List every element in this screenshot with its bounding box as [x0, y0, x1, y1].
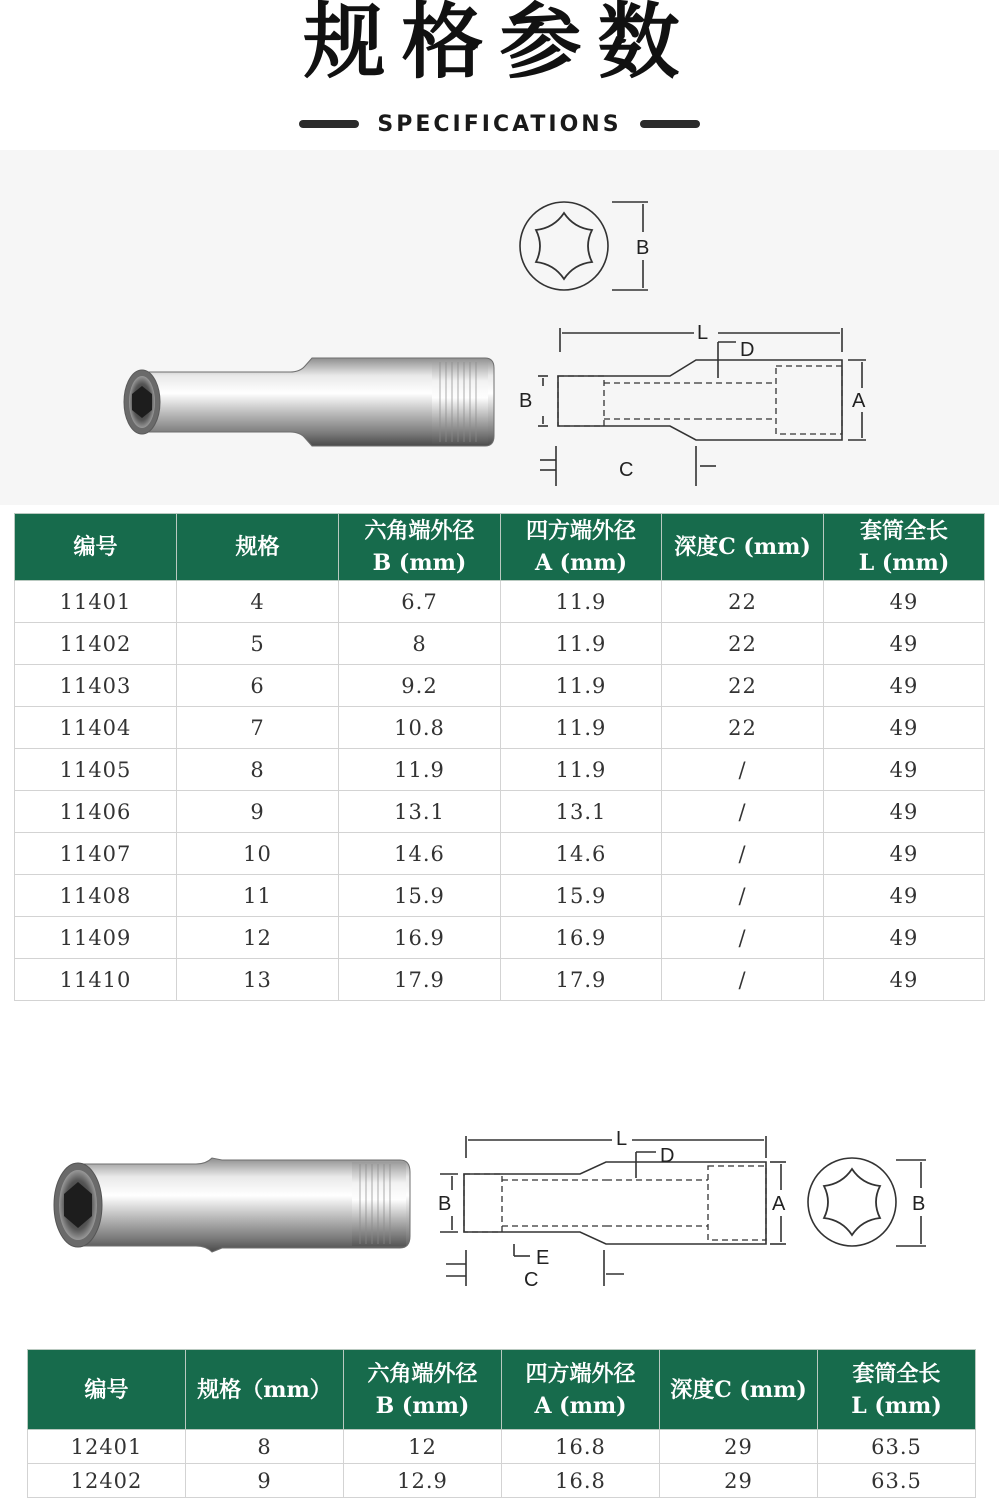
table-cell: 13.1: [501, 791, 662, 833]
table-cell: 14.6: [339, 833, 501, 875]
table-cell: 11.9: [501, 707, 662, 749]
table-cell: 9: [177, 791, 339, 833]
table-cell: /: [662, 749, 824, 791]
socket-photo-1: [124, 358, 494, 446]
header-label: 编号: [73, 534, 118, 560]
table-cell: 49: [824, 833, 985, 875]
dim-label-c: C: [619, 459, 634, 481]
table-cell: 8: [339, 623, 501, 665]
spec-table-2: [27, 1349, 976, 1498]
table-cell: 9.2: [339, 665, 501, 707]
table-cell: 4: [177, 581, 339, 623]
table-cell: 17.9: [339, 959, 501, 1001]
table-cell: 11.9: [339, 749, 501, 791]
table-cell: 11.9: [501, 623, 662, 665]
table-cell: 17.9: [501, 959, 662, 1001]
table-cell: 49: [824, 749, 985, 791]
table-cell: 12.9: [344, 1464, 502, 1498]
table-cell: 16.8: [502, 1430, 660, 1464]
header-cell-size: [186, 1350, 344, 1430]
header-cell-depth: [662, 514, 824, 581]
table-cell: 16.9: [339, 917, 501, 959]
spec-table-1: [14, 513, 985, 1001]
table-header-row: [28, 1350, 976, 1430]
table-cell: 11410: [15, 959, 177, 1001]
table-cell: 11408: [15, 875, 177, 917]
table-cell: 7: [177, 707, 339, 749]
header-label: 四方端外径: [525, 518, 636, 544]
table-cell: /: [662, 875, 824, 917]
header-label: 深度C (mm): [670, 1376, 807, 1403]
table-cell: 29: [660, 1464, 818, 1498]
table-cell: 12402: [28, 1464, 186, 1498]
header-unit: L (mm): [858, 550, 950, 576]
table-cell: 10: [177, 833, 339, 875]
table-cell: 49: [824, 791, 985, 833]
table-row: [15, 959, 985, 1001]
side-profile-2: [440, 1136, 786, 1286]
table-cell: 49: [824, 623, 985, 665]
table-cell: 63.5: [818, 1464, 976, 1498]
table-cell: 9: [186, 1464, 344, 1498]
socket-photo-2: [54, 1158, 410, 1252]
table-cell: 11406: [15, 791, 177, 833]
table-cell: 22: [662, 665, 824, 707]
table-cell: 12401: [28, 1430, 186, 1464]
table-cell: 15.9: [339, 875, 501, 917]
dim-label-c-2: C: [524, 1269, 539, 1291]
header-label: 六角端外径: [367, 1360, 478, 1387]
table-cell: 15.9: [501, 875, 662, 917]
table-cell: 11407: [15, 833, 177, 875]
table-cell: 13.1: [339, 791, 501, 833]
table-cell: 8: [186, 1430, 344, 1464]
dim-label-d: D: [740, 339, 755, 361]
table-cell: /: [662, 791, 824, 833]
dim-label-l: L: [697, 322, 709, 344]
table-cell: 6: [177, 665, 339, 707]
table-row: [15, 917, 985, 959]
header-cell-hex-od: [339, 514, 501, 581]
table-row: [15, 665, 985, 707]
table-row: [15, 623, 985, 665]
table-cell: 49: [824, 707, 985, 749]
header-cell-size: [177, 514, 339, 581]
table-cell: 10.8: [339, 707, 501, 749]
table-cell: 22: [662, 707, 824, 749]
header-cell-hex-od: [344, 1350, 502, 1430]
table-cell: 16.8: [502, 1464, 660, 1498]
header-cell-id: [28, 1350, 186, 1430]
page-title: 规格参数: [303, 0, 696, 90]
page-subtitle: SPECIFICATIONS: [377, 111, 622, 137]
hex-end-view-2: [808, 1158, 926, 1246]
table-cell: 13: [177, 959, 339, 1001]
table-row: [15, 707, 985, 749]
header-label: 套筒全长: [852, 1360, 941, 1387]
table-cell: 11.9: [501, 665, 662, 707]
table-cell: 11405: [15, 749, 177, 791]
table-cell: 12: [177, 917, 339, 959]
table-cell: 22: [662, 623, 824, 665]
side-profile-1: [538, 328, 866, 486]
table-cell: 63.5: [818, 1430, 976, 1464]
table-cell: 49: [824, 875, 985, 917]
table-cell: 11.9: [501, 749, 662, 791]
header-cell-length: [824, 514, 985, 581]
header-label: 编号: [84, 1376, 129, 1403]
table-row: [15, 833, 985, 875]
dim-label-a-2: A: [772, 1193, 786, 1215]
dim-label-l-2: L: [616, 1128, 628, 1150]
table-cell: 12: [344, 1430, 502, 1464]
table-cell: 5: [177, 623, 339, 665]
header-label: 规格: [235, 534, 280, 560]
header-label: 规格（mm）: [197, 1376, 332, 1403]
table-cell: 11402: [15, 623, 177, 665]
header-unit: L (mm): [851, 1392, 942, 1419]
table-row: [28, 1464, 976, 1498]
header-cell-depth: [660, 1350, 818, 1430]
table-row: [28, 1430, 976, 1464]
table-cell: 29: [660, 1430, 818, 1464]
header-cell-square-od: [501, 514, 662, 581]
dim-label-b-end-2: B: [912, 1193, 926, 1215]
spec-table-2-body: [28, 1430, 976, 1498]
table-cell: 11404: [15, 707, 177, 749]
table-cell: 14.6: [501, 833, 662, 875]
header-label: 四方端外径: [525, 1360, 636, 1387]
table-cell: 6.7: [339, 581, 501, 623]
table-cell: 49: [824, 581, 985, 623]
header-label: 套筒全长: [859, 518, 948, 544]
header-label: 深度C (mm): [674, 534, 811, 560]
table-row: [15, 875, 985, 917]
header-unit: B (mm): [375, 1392, 470, 1419]
header-cell-square-od: [502, 1350, 660, 1430]
dim-label-b-side: B: [519, 390, 533, 412]
table-cell: 11403: [15, 665, 177, 707]
header-label: 六角端外径: [364, 518, 475, 544]
header-cell-id: [15, 514, 177, 581]
table-header-row: [15, 514, 985, 581]
table-cell: 11: [177, 875, 339, 917]
table-cell: /: [662, 959, 824, 1001]
dim-label-b-top: B: [636, 237, 650, 259]
table-cell: 16.9: [501, 917, 662, 959]
table-cell: /: [662, 833, 824, 875]
table-cell: 49: [824, 917, 985, 959]
dim-label-e-2: E: [536, 1247, 550, 1269]
table-cell: 11409: [15, 917, 177, 959]
table-cell: 49: [824, 665, 985, 707]
table-cell: 49: [824, 959, 985, 1001]
header-unit: B (mm): [372, 550, 467, 576]
table-cell: 22: [662, 581, 824, 623]
hex-end-view-1: [520, 202, 648, 290]
spec-table-1-body: [15, 581, 985, 1001]
table-cell: /: [662, 917, 824, 959]
table-row: [15, 749, 985, 791]
header-cell-length: [818, 1350, 976, 1430]
dim-label-d-2: D: [660, 1145, 675, 1167]
header-unit: A (mm): [534, 1392, 627, 1419]
header-unit: A (mm): [534, 550, 628, 576]
table-row: [15, 581, 985, 623]
table-cell: 11.9: [501, 581, 662, 623]
dim-label-a: A: [852, 390, 866, 412]
table-cell: 11401: [15, 581, 177, 623]
table-row: [15, 791, 985, 833]
table-cell: 8: [177, 749, 339, 791]
dim-label-b-side-2: B: [438, 1193, 452, 1215]
